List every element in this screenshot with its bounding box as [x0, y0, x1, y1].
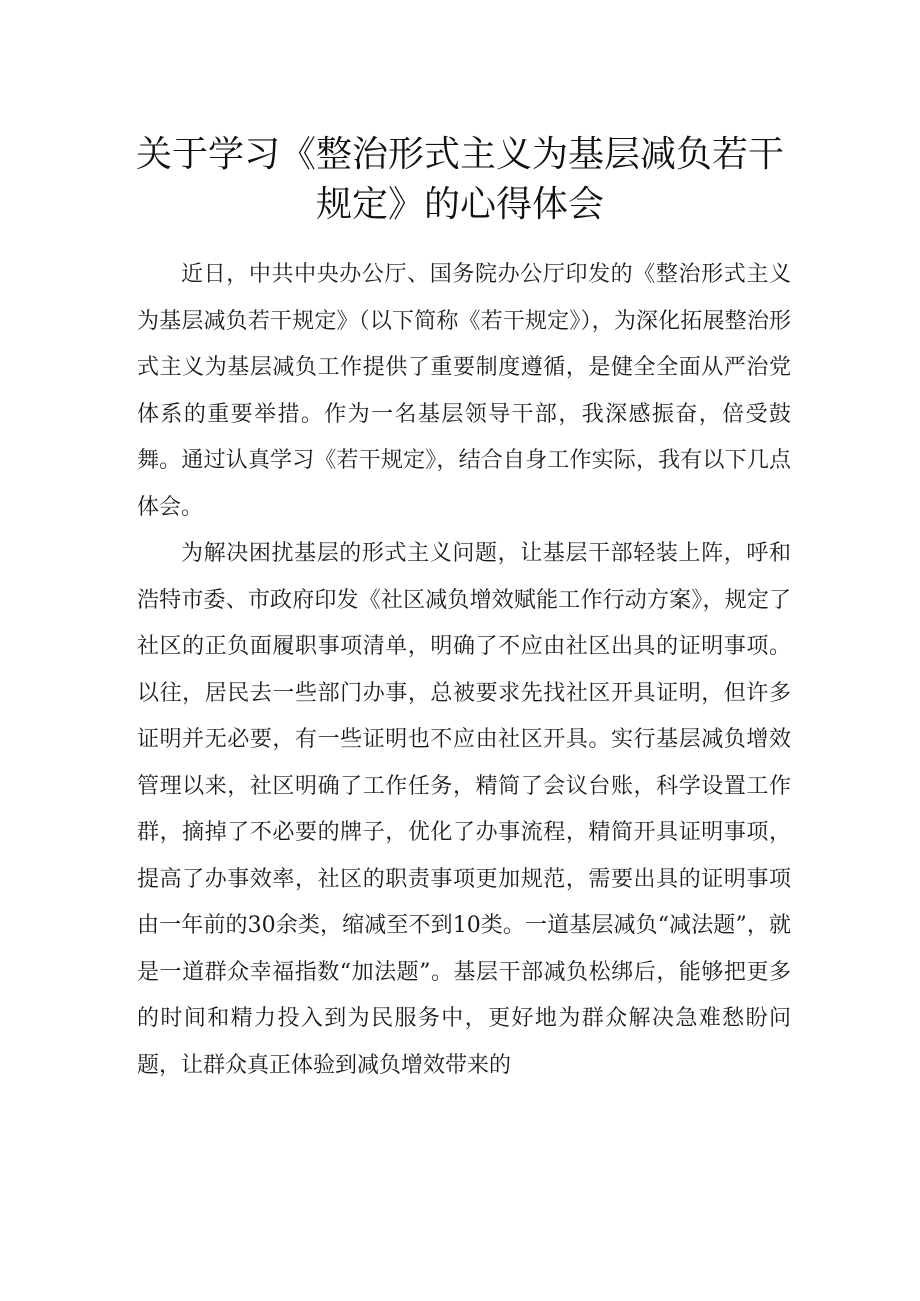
paragraph-intro: 近日，中共中央办公厅、国务院办公厅印发的《整治形式主义为基层减负若干规定》（以下简称《若干规定》），为深化拓展整治形式主义为基层减负工作提供了重要制度遵循，是健全全面从严治党体系的重要举措。作为一名基层领导干部，我深感振奋，倍受鼓舞。通过认真学习《若干规定》，结合自身工作实际，我有以下几点体会。 [137, 262, 791, 520]
paragraph-community-burden-reduction: 为解决困扰基层的形式主义问题，让基层干部轻装上阵，呼和浩特市委、市政府印发《社区减负增效赋能工作行动方案》，规定了社区的正负面履职事项清单，明确了不应由社区出具的证明事项。以往，居民去一些部门办事，总被要求先找社区开具证明，但许多证明并无必要，有一些证明也不应由社区开具。实行基层减负增效管理以来，社区明确了工作任务，精简了会议台账，科学设置工作群，摘掉了不必要的牌子，优化了办事流程，精简开具证明事项，提高了办事效率，社区的职责事项更加规范，需要出具的证明事项由一年前的30余类，缩减至不到10类。一道基层减负“减法题”，就是一道群众幸福指数“加法题”。基层干部减负松绑后，能够把更多的时间和精力投入到为民服务中，更好地为群众解决急难愁盼问题，让群众真正体验到减负增效带来的 [137, 541, 791, 1078]
title-line-1: 关于学习《整治形式主义为基层减负若干 [135, 134, 784, 175]
document-body [137, 252, 791, 1089]
title-line-2: 规定》的心得体会 [315, 184, 604, 225]
document-title [130, 130, 790, 230]
